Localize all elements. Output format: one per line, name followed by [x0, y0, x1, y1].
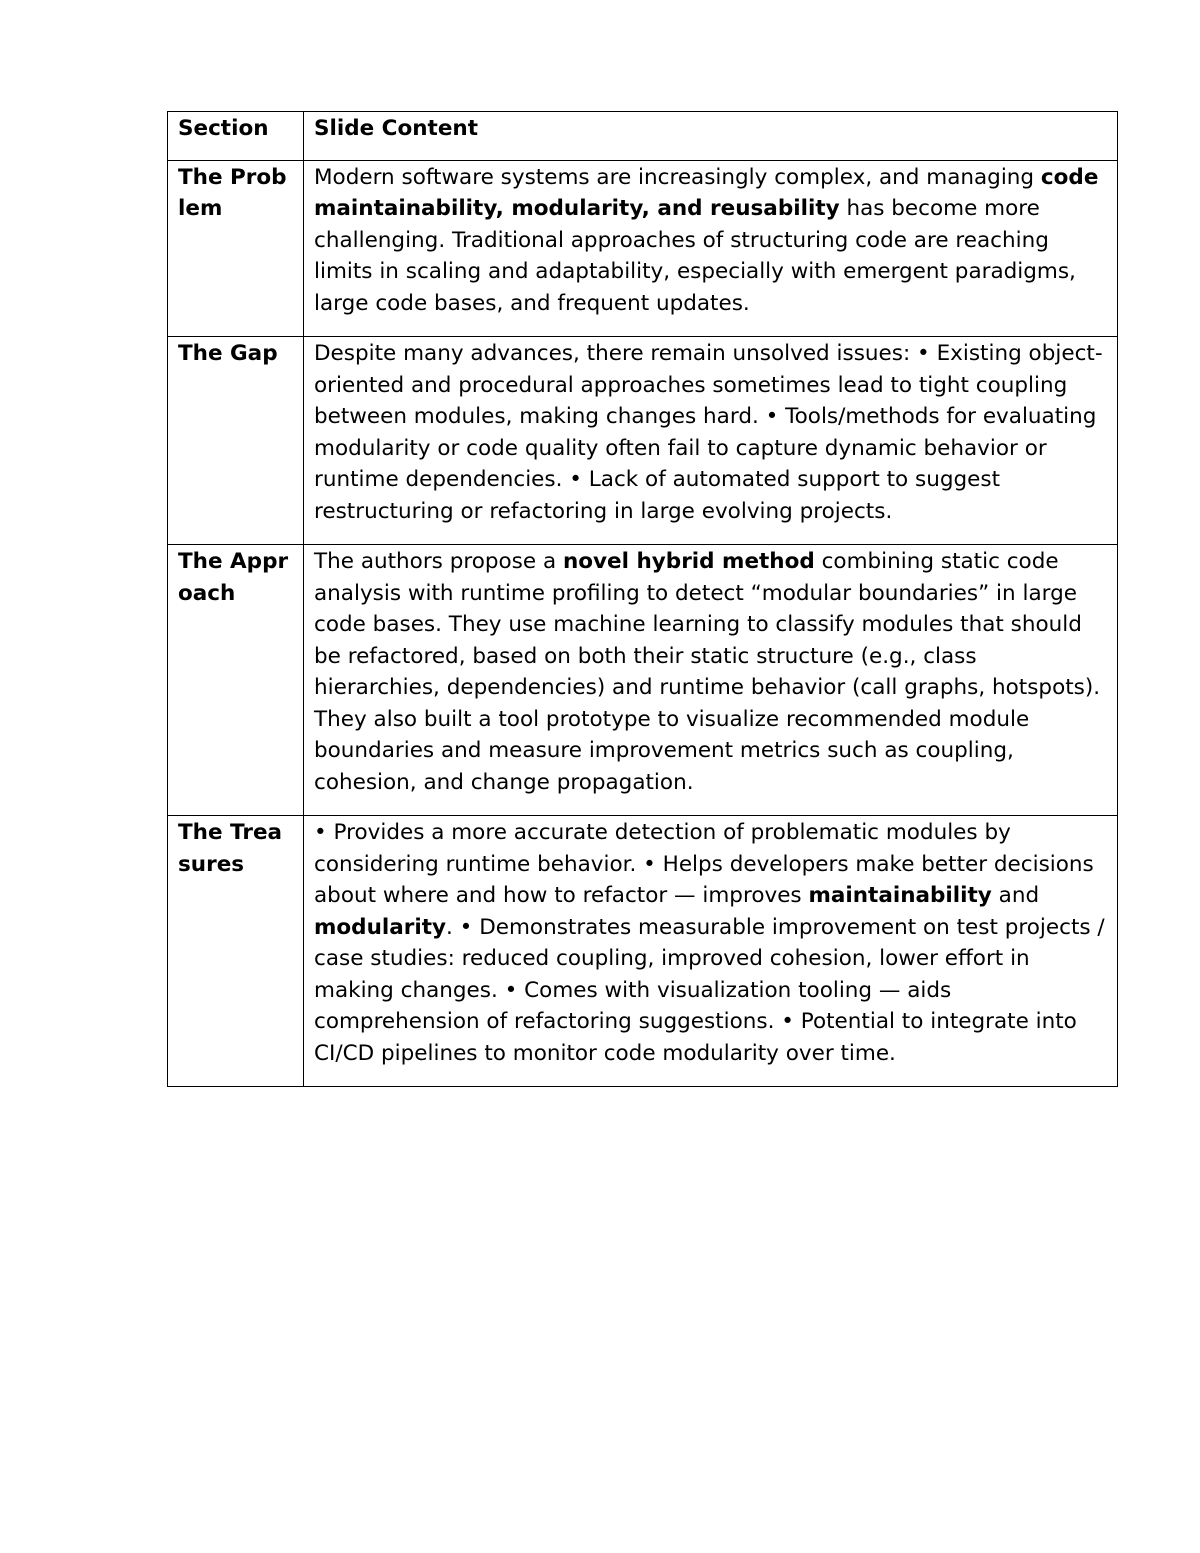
content-segment-bold: maintainability — [808, 883, 992, 908]
row-approach-section: The Approach — [168, 545, 304, 816]
table-row — [168, 816, 1118, 1087]
content-segment: • Provides a more accurate detection of problematic modules by considering runtime behavior. • Helps developers make better decisions about where and how to refactor — improves — [314, 820, 1094, 908]
row-gap-section: The Gap — [168, 337, 304, 545]
content-segment: has become more challenging. Traditional approaches of structuring code are reaching limits in scaling and adaptability, especially with emergent paradigms, large code bases, and frequent updates. — [314, 196, 1076, 316]
content-segment: Despite many advances, there remain unsolved issues: • Existing object-oriented and procedural approaches sometimes lead to tight coupling between modules, making changes hard. • Tools/methods for evaluating modularity or code quality often fail to capture dynamic behavior or runtime dependencies. • Lack of automated support to suggest restructuring or refactoring in large evolving projects. — [314, 341, 1103, 524]
row-problem-content — [304, 160, 1118, 337]
table-row — [168, 337, 1118, 545]
table-row — [168, 545, 1118, 816]
header-slide-content: Slide Content — [304, 112, 1118, 161]
row-treasures-section: The Treasures — [168, 816, 304, 1087]
row-treasures-content — [304, 816, 1118, 1087]
row-approach-content — [304, 545, 1118, 816]
header-section: Section — [168, 112, 304, 161]
content-segment-bold: novel hybrid method — [562, 549, 815, 574]
content-segment-bold: modularity — [314, 914, 447, 940]
content-segment: and — [991, 883, 1040, 908]
content-segment: . • Demonstrates measurable improvement on test projects / case studies: reduced coupling, improved cohesion, lower effort in making changes. • Comes with visualization tooling — aids comprehension of refactoring suggestions. • Potential to integrate into CI/CD pipelines to monitor code modularity over time. — [314, 914, 1105, 1066]
content-segment-bold: code maintainability, modularity, and reusability — [314, 164, 1099, 221]
slide-content-table — [167, 111, 1118, 1087]
content-segment: Modern software systems are increasingly complex, and managing — [314, 164, 1041, 190]
content-segment: combining static code analysis with runtime profiling to detect “modular boundaries” in large code bases. They use machine learning to classify modules that should be refactored, based on both their static structure (e.g., class hierarchies, dependencies) and runtime behavior (call graphs, hotspots). They also built a tool prototype to visualize recommended module boundaries and measure improvement metrics such as coupling, cohesion, and change propagation. — [314, 549, 1101, 795]
row-problem-section: The Problem — [168, 160, 304, 337]
table-header-row — [168, 112, 1118, 161]
table-row — [168, 160, 1118, 337]
row-gap-content — [304, 337, 1118, 545]
content-segment: The authors propose a — [314, 549, 563, 574]
